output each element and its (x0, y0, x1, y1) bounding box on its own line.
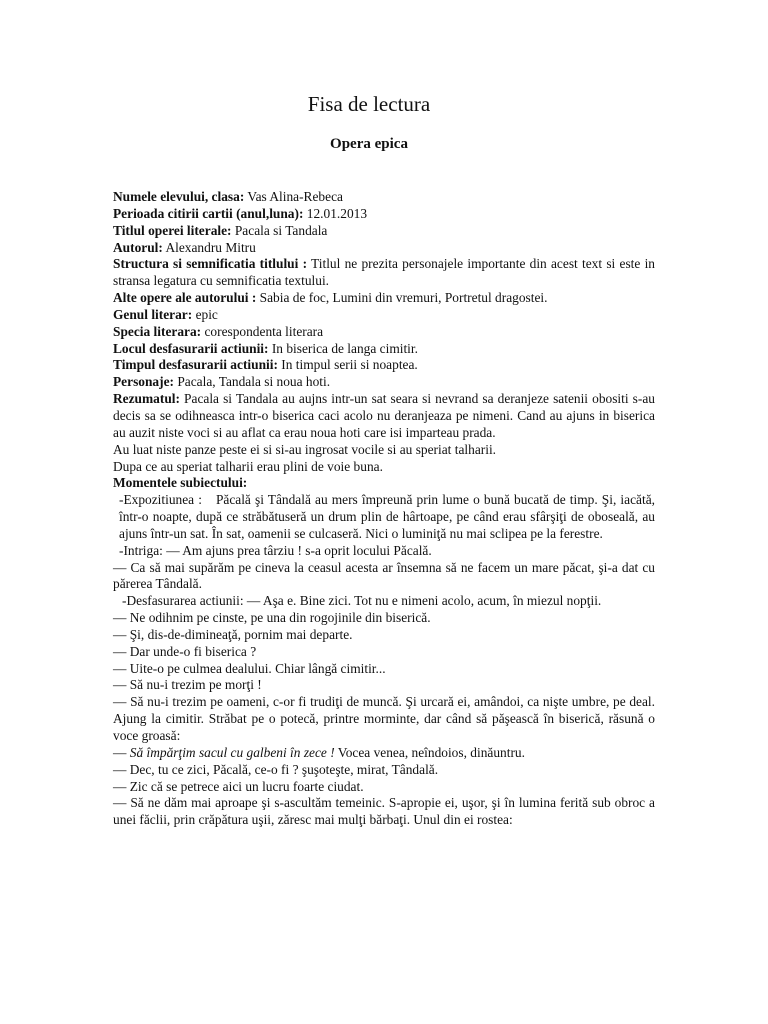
moment-intriga (113, 543, 655, 560)
moment-label: -Expozitiunea : (119, 492, 202, 508)
moment-text: — Am ajuns prea târziu ! s-a oprit locului Păcală. (162, 542, 432, 558)
field-value: Vas Alina-Rebeca (244, 189, 343, 204)
dialogue-line: — Ca să mai supărăm pe cineva la ceasul acesta ar însemna să ne facem un mare păcat, şi-a dat cu părerea Tândală. (113, 559, 655, 592)
field-label: Autorul: (113, 239, 163, 255)
field-label: Personaje: (113, 374, 174, 390)
field-reading-period (113, 206, 655, 223)
dialogue-line: — Să nu-i trezim pe morţi ! (113, 677, 262, 693)
dash: — (113, 744, 130, 760)
field-value: Alexandru Mitru (162, 239, 256, 255)
field-label: Titlul operei literale: (113, 222, 232, 238)
field-value: Pacala si Tandala (231, 222, 328, 238)
field-label: Locul desfasurarii actiunii: (113, 340, 269, 356)
field-value: Pacala, Tandala si noua hoti. (173, 374, 331, 390)
field-label: Rezumatul: (113, 391, 180, 407)
field-value: corespondenta literara (201, 323, 324, 339)
field-characters (113, 374, 655, 391)
dialogue-line: — Să nu-i trezim pe oameni, c-or fi trudiţi de muncă. Şi urcară ei, amândoi, ca nişte umbre, pe deal. Ajung la cimitir. Străbat pe o potecă, printre morminte, dar când să păşească în biserică, răsună o voce groasă: (113, 694, 655, 743)
dialogue-line: — Dar unde-o fi biserica ? (113, 643, 257, 659)
dialogue-line: — Ne odihnim pe cinste, pe una din rogojinile din biserică. (113, 610, 431, 626)
italic-quote: Să împărţim sacul cu galbeni în zece ! (129, 744, 335, 760)
dialogue-line: — Şi, dis-de-dimineaţă, pornim mai departe. (113, 626, 353, 642)
field-place (113, 341, 655, 358)
document-subtitle: Opera epica (330, 136, 408, 152)
field-value: 12.01.2013 (303, 205, 368, 221)
field-label: Genul literar: (113, 306, 193, 322)
field-value: epic (192, 306, 218, 322)
moment-label: -Desfasurarea actiunii: (122, 593, 244, 609)
moment-text: Păcală şi Tândală au mers împreună prin lume o bună bucată de timp. Şi, iacătă, într-o noapte, după ce străbătuseră un drum plin de hârtoape, pe când erau sfârşiţi de oboseală, au ajuns într-un sat. În sat, oamenii se culcaseră. Nici o luminiţă nu mai sclipea pe la ferestre. (119, 492, 655, 541)
document-body (113, 189, 655, 829)
moment-desfasurarea (113, 593, 655, 610)
field-label: Timpul desfasurarii actiunii: (113, 357, 278, 373)
dialogue-line: — Să ne dăm mai aproape şi s-ascultăm temeinic. S-apropie ei, uşor, şi în lumina ferită sub obroc a unei făclii, prin crăpătura uşii, zăresc mai mulţi bărbaţi. Unul din ei rostea: (113, 795, 655, 828)
moment-text: — Aşa e. Bine zici. Tot nu e nimeni acolo, acum, în miezul nopţii. (243, 593, 602, 609)
dialogue-line: — Dec, tu ce zici, Păcală, ce-o fi ? şuşoteşte, mirat, Tândală. (113, 761, 439, 777)
field-value: Pacala si Tandala au aujns intr-un sat seara si nevrand sa deranjeze satenii obositi s-au decis sa se odihneasca intr-o biserica caci acolo nu deranjeaza pe nimeni. Cand au ajuns in biserica au auzit niste voci si au aflat ca erau noua hoti care isi imparteau prada. (113, 391, 655, 440)
field-value: Sabia de foc, Lumini din vremuri, Portretul dragostei. (256, 290, 548, 306)
field-work-title (113, 223, 655, 240)
field-value: In timpul serii si noaptea. (277, 357, 418, 373)
field-other-works (113, 290, 655, 307)
field-value: Titlul ne prezita personajele importante din acest text si este in stransa legatura cu semnificatia textului. (113, 256, 655, 289)
moment-expozitiunea (113, 492, 655, 543)
document-title: Fisa de lectura (307, 92, 431, 116)
moment-label: -Intriga: (119, 542, 163, 558)
dialogue-line: — Zic că se petrece aici un lucru foarte ciudat. (113, 778, 364, 794)
field-genre (113, 307, 655, 324)
field-species (113, 324, 655, 341)
field-summary (113, 391, 655, 442)
dialogue-line: — Uite-o pe culmea dealului. Chiar lângă cimitir... (113, 660, 386, 676)
field-author (113, 240, 655, 257)
field-label: Alte opere ale autorului : (113, 290, 257, 306)
field-time (113, 357, 655, 374)
field-label: Numele elevului, clasa: (113, 189, 245, 204)
dialogue-line-voice (113, 745, 655, 762)
field-label: Specia literara: (113, 323, 202, 339)
moments-heading: Momentele subiectului: (113, 475, 248, 491)
field-value: In biserica de langa cimitir. (268, 340, 418, 356)
summary-line: Dupa ce au speriat talharii erau plini de voie buna. (113, 458, 383, 474)
quote-continuation: Vocea venea, neîndoios, dinăuntru. (334, 744, 525, 760)
field-student (113, 189, 655, 206)
field-label: Structura si semnificatia titlului : (113, 256, 308, 272)
field-title-structure (113, 256, 655, 290)
field-label: Perioada citirii cartii (anul,luna): (113, 205, 304, 221)
summary-line: Au luat niste panze peste ei si si-au ingrosat vocile si au speriat talharii. (113, 441, 497, 457)
